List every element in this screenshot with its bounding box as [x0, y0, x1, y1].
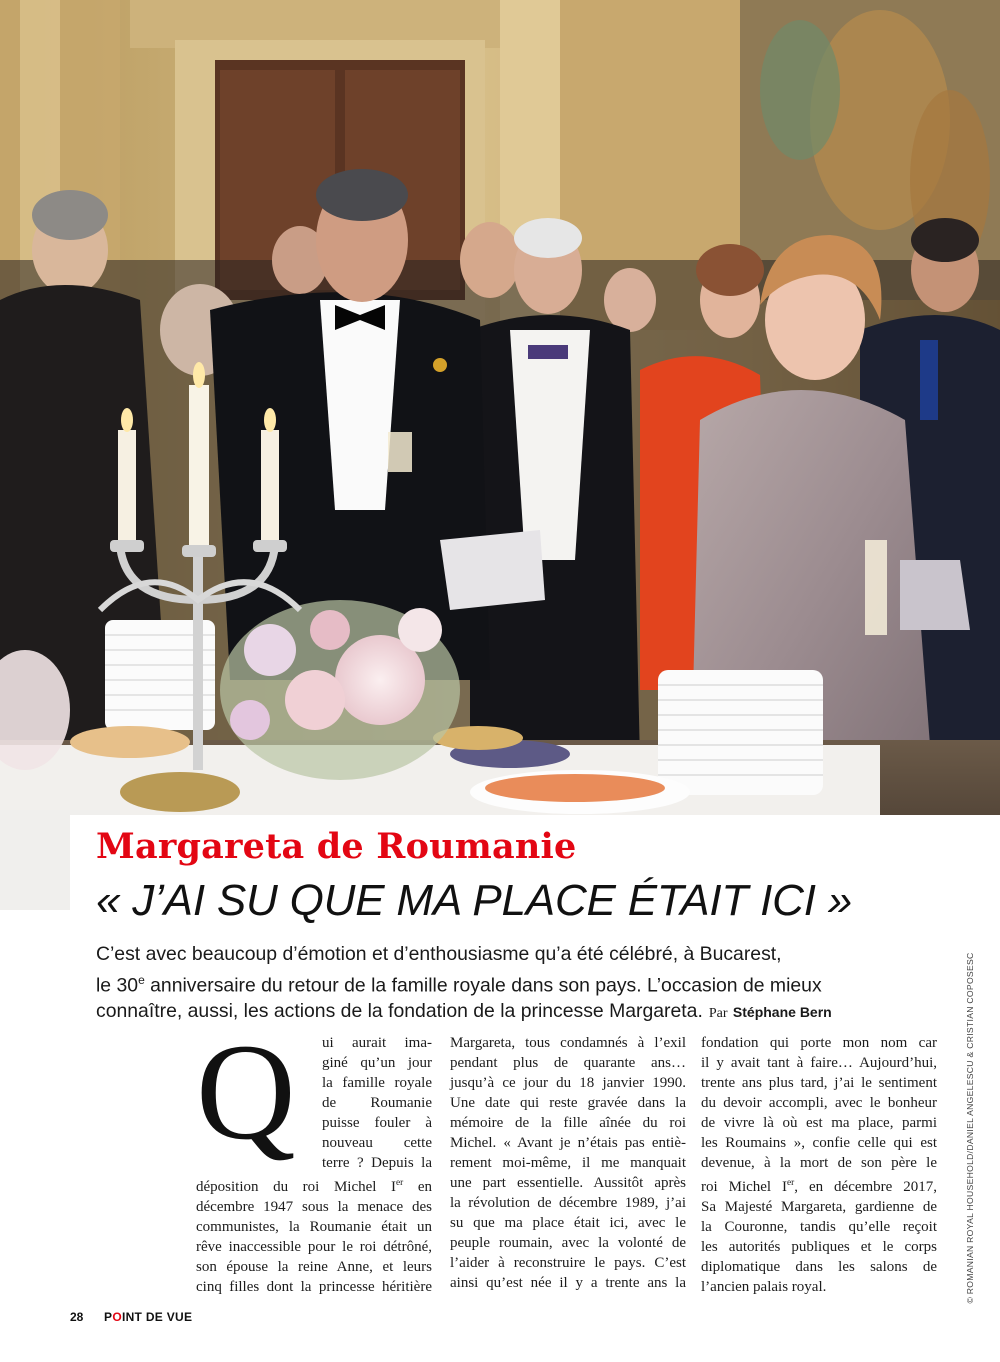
body-text-line: déposition du roi Michel Ier en — [196, 1178, 432, 1195]
body-text-line: su que ma place était ici, avec le — [450, 1215, 686, 1231]
body-text-line: roi Michel Ier, en décembre 2017, — [701, 1178, 938, 1195]
body-text-line: ainsi qu’est née il y a trente ans la — [450, 1275, 686, 1291]
body-text-line: l’ancien palais royal. — [701, 1279, 827, 1295]
body-text-line: cinq filles dont la princesse héritière — [196, 1279, 432, 1295]
body-text-line: rement moi-même, il me manquait — [450, 1155, 686, 1171]
magazine-logo-o: O — [112, 1310, 122, 1324]
body-text-line: décembre 1947 sous la menace des — [196, 1199, 432, 1215]
superscript: er — [396, 1178, 404, 1188]
body-column-1 — [196, 1015, 432, 1297]
superscript: er — [787, 1178, 795, 1188]
lead-line: le 30e anniversaire du retour de la famille royale dans son pays. L’occasion de mieux — [96, 973, 822, 997]
body-text-line: la révolution de décembre 1989, j’ai — [450, 1195, 686, 1211]
body-text-line: de Roumanie — [322, 1095, 432, 1111]
body-text-line: Une date qui reste gravée dans la — [450, 1095, 686, 1111]
body-text-line: pendant plus de quarante ans… — [450, 1055, 686, 1071]
lead-line-text: connaître, aussi, les actions de la fondation de la princesse Margareta. — [96, 1000, 703, 1023]
article-title: Margareta de Roumanie — [96, 826, 577, 867]
byline-prefix: Par — [708, 1006, 728, 1022]
body-text-line: son épouse la reine Anne, et leurs — [196, 1259, 432, 1275]
body-text-line: jusqu’à ce jour du 18 janvier 1990. — [450, 1075, 686, 1091]
article-quote-headline: « J’AI SU QUE MA PLACE ÉTAIT ICI » — [96, 876, 853, 925]
body-text-line: une part essentielle. Aussitôt après — [450, 1175, 686, 1191]
body-text-line: les autorités publiques et le corps — [701, 1239, 937, 1255]
body-text-line: Michel. « Avant je n’étais pas entiè- — [450, 1135, 686, 1151]
body-text-line: les Roumains », confie celle qui est — [701, 1135, 937, 1151]
body-text-line: la Couronne, tandis qu’elle reçoit — [701, 1219, 937, 1235]
drop-cap: Q — [196, 1015, 296, 1168]
body-text-line: diplomatique dans les salons de — [701, 1259, 937, 1275]
page-number: 28 — [70, 1310, 84, 1324]
body-text-line: la famille royale — [322, 1075, 432, 1091]
body-text-line: rêve inaccessible pour le roi détrôné, — [196, 1239, 432, 1255]
body-text-line: puisse fouler à — [322, 1115, 432, 1131]
body-column-2 — [450, 1033, 686, 1293]
body-column-3 — [701, 1033, 937, 1297]
body-text-line: mémoire de la fille aînée du roi — [450, 1115, 686, 1131]
body-text-line: ui aurait ima- — [322, 1035, 432, 1051]
body-text-line: communistes, la Roumanie était un — [196, 1219, 432, 1235]
body-text-line: Sa Majesté Margareta, gardienne de — [701, 1199, 937, 1215]
byline-author: Stéphane Bern — [732, 1004, 832, 1021]
photo-credit — [948, 952, 992, 1304]
body-text-line: l’aider à reconstruire le pays. C’est — [450, 1255, 686, 1271]
photo-credit-text: © ROMANIAN ROYAL HOUSEHOLD/DANIEL ANGELESCU & CRISTIAN COPOSESC — [965, 952, 975, 1304]
superscript: e — [138, 973, 145, 987]
magazine-letter: P — [104, 1310, 113, 1324]
body-text-line: fondation qui porte mon nom car — [701, 1035, 937, 1051]
body-text-line: il y avait tant à faire… Aujourd’hui, — [701, 1055, 937, 1071]
body-text-line: peuple roumain, avec la volonté de — [450, 1235, 686, 1251]
magazine-letters: INT DE VUE — [121, 1310, 193, 1324]
body-text-line: devenue, à la mort de son père le — [701, 1155, 937, 1171]
lead-line: C’est avec beaucoup d’émotion et d’enthousiasme qu’a été célébré, à Bucarest, — [96, 943, 782, 965]
body-text-line: trente ans plus tard, j’ai le sentiment — [701, 1075, 937, 1091]
body-text-line: Margareta, tous condamnés à l’exil — [450, 1035, 686, 1051]
body-text-line: nouveau cette — [322, 1135, 432, 1151]
body-text-line: giné qu’un jour — [322, 1055, 432, 1071]
magazine-name — [104, 1310, 192, 1324]
body-text-line: de vivre là où est ma place, parmi — [701, 1115, 937, 1131]
body-text-line: terre ? Depuis la — [322, 1155, 432, 1171]
body-text-line: du devoir accompli, avec le bonheur — [701, 1095, 937, 1111]
